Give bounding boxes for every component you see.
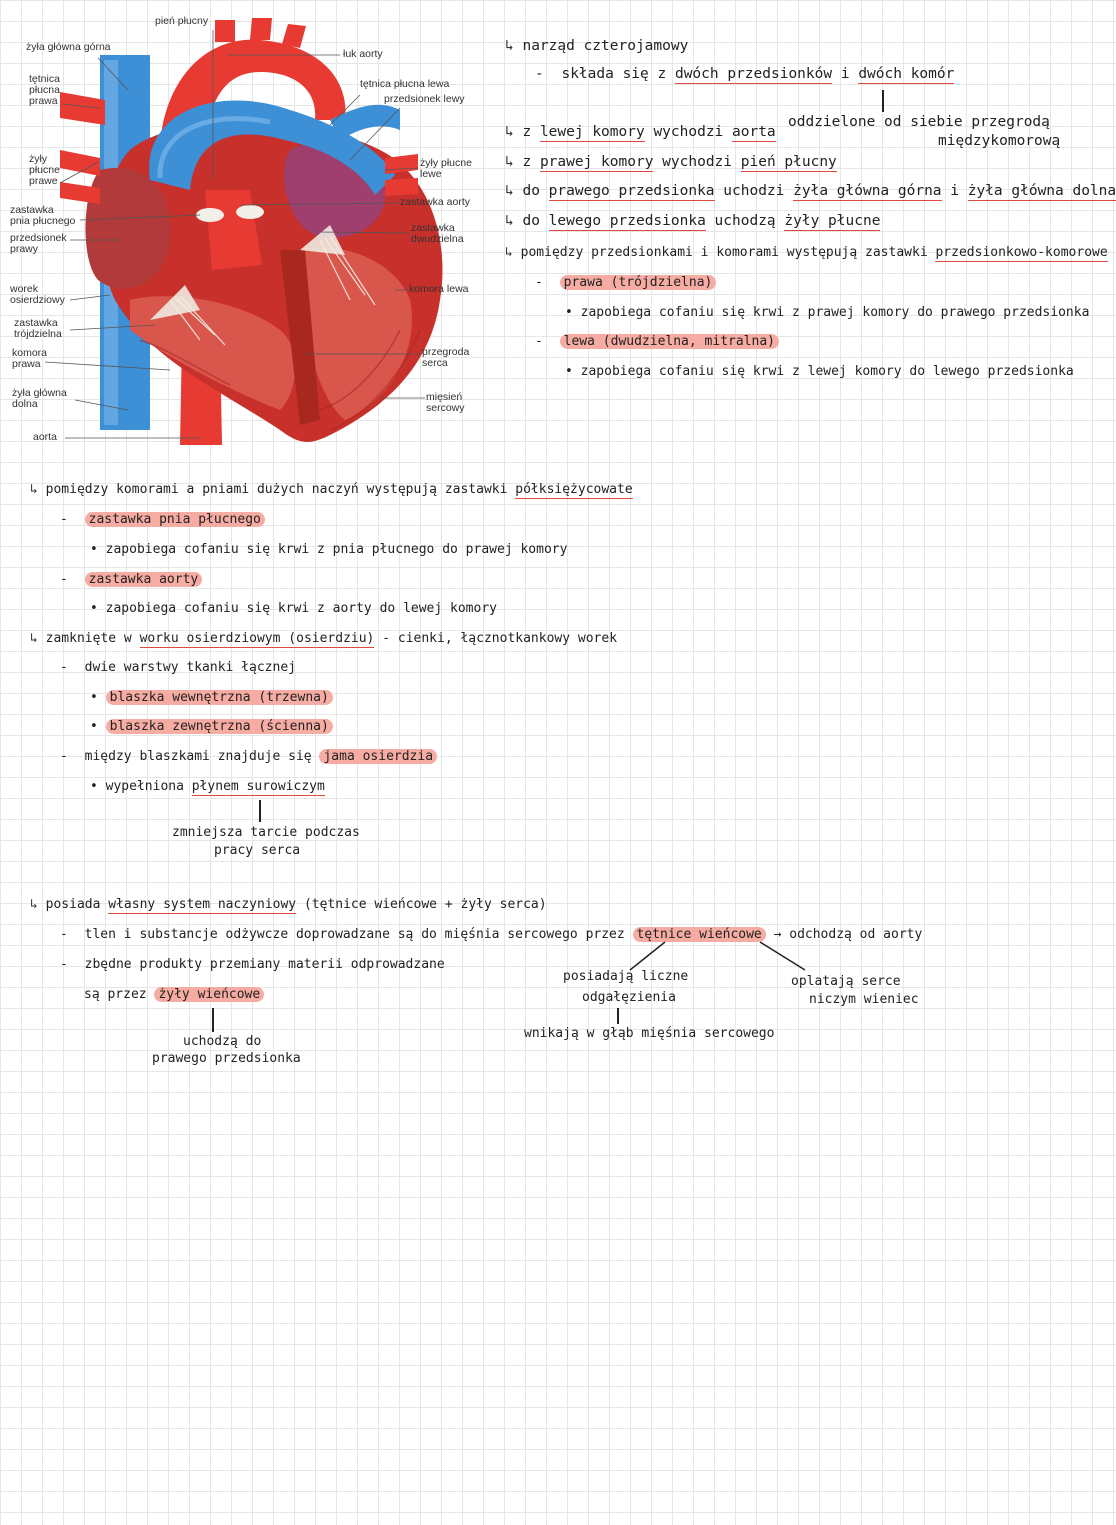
note-line-t5b: odgałęzienia bbox=[582, 990, 676, 1005]
note-line-1: ↳ narząd czterojamowy bbox=[505, 38, 689, 54]
label-pien-plucny: pień płucny bbox=[155, 15, 209, 27]
note-line-s8: • blaszka wewnętrzna (trzewna) bbox=[90, 688, 333, 708]
label-aorta: aorta bbox=[33, 431, 57, 443]
label-worek-osierdziowy: worek osierdziowy bbox=[10, 283, 65, 306]
label-zastawka-dwudzielna: zastawka dwudzielna bbox=[411, 222, 464, 245]
note-line-9: - prawa (trójdzielna) bbox=[535, 273, 716, 293]
note-line-s12a: zmniejsza tarcie podczas bbox=[172, 825, 360, 840]
label-zyly-plucne-prawe: żyły płucne prawe bbox=[29, 153, 60, 187]
note-line-t2: - tlen i substancje odżywcze doprowadzane są do mięśnia sercowego przez tętnice wieńcowe → odchodzą od aorty bbox=[60, 927, 923, 942]
connector-line bbox=[882, 90, 884, 112]
label-zyla-glowna-gorna: żyła główna górna bbox=[26, 41, 111, 53]
label-luk-aorty: łuk aorty bbox=[343, 48, 383, 60]
label-zastawka-trojdzielna: zastawka trójdzielna bbox=[14, 317, 62, 340]
note-line-t8a: uchodzą do bbox=[183, 1034, 262, 1049]
connector-line bbox=[259, 800, 261, 822]
connector-line bbox=[617, 1008, 619, 1024]
connector-line bbox=[212, 1008, 214, 1032]
note-line-11: - lewa (dwudzielna, mitralna) bbox=[535, 332, 779, 352]
note-line-t4: są przez żyły wieńcowe bbox=[84, 985, 264, 1005]
note-line-4: ↳ z lewej komory wychodzi aorta bbox=[505, 124, 776, 140]
note-line-s10: - między blaszkami znajduje się jama osierdzia bbox=[60, 747, 437, 767]
label-komora-prawa: komora prawa bbox=[12, 347, 48, 370]
note-line-t1: ↳ posiada własny system naczyniowy (tętnice wieńcowe + żyły serca) bbox=[30, 897, 547, 912]
note-line-s6: ↳ zamknięte w worku osierdziowym (osierdziu) - cienki, łącznotkankowy worek bbox=[30, 631, 618, 646]
note-line-s5: • zapobiega cofaniu się krwi z aorty do lewej komory bbox=[90, 601, 497, 616]
note-line-s4: - zastawka aorty bbox=[60, 570, 202, 590]
note-line-7: ↳ do lewego przedsionka uchodzą żyły płucne bbox=[505, 213, 881, 229]
label-zyla-glowna-dolna: żyła główna dolna bbox=[12, 387, 67, 410]
label-tetnica-plucna-lewa: tętnica płucna lewa bbox=[360, 78, 450, 90]
arrow-mark: ↳ bbox=[505, 38, 514, 54]
note-line-s3: • zapobiega cofaniu się krwi z pnia płucnego do prawej komory bbox=[90, 542, 568, 557]
label-przedsionek-lewy: przedsionek lewy bbox=[384, 93, 465, 105]
label-zastawka-pnia: zastawka pnia płucnego bbox=[10, 204, 76, 227]
note-line-t8b: prawego przedsionka bbox=[152, 1051, 301, 1066]
note-line-s2: - zastawka pnia płucnego bbox=[60, 510, 265, 530]
note-line-s9: • blaszka zewnętrzna (ścienna) bbox=[90, 717, 333, 737]
label-miesien-sercowy: mięsień sercowy bbox=[426, 391, 465, 414]
note-line-3b: międzykomorową bbox=[938, 133, 1061, 149]
label-zyly-plucne-lewe: żyły płucne lewe bbox=[420, 157, 472, 180]
note-line-s12b: pracy serca bbox=[214, 843, 301, 858]
label-tetnica-plucna-prawa: tętnica płucna prawa bbox=[29, 73, 60, 107]
label-przedsionek-prawy: przedsionek prawy bbox=[10, 232, 67, 255]
note-line-10: • zapobiega cofaniu się krwi z prawej komory do prawego przedsionka bbox=[565, 305, 1090, 320]
note-line-8: ↳ pomiędzy przedsionkami i komorami występują zastawki przedsionkowo-komorowe bbox=[505, 245, 1108, 260]
note-line-t6b: niczym wieniec bbox=[809, 992, 919, 1007]
label-komora-lewa: komora lewa bbox=[409, 283, 469, 295]
note-line-12: • zapobiega cofaniu się krwi z lewej komory do lewego przedsionka bbox=[565, 364, 1074, 379]
note-line-t7: wnikają w głąb mięśnia sercowego bbox=[524, 1026, 775, 1041]
note-line-s1: ↳ pomiędzy komorami a pniami dużych naczyń występują zastawki półksiężycowate bbox=[30, 482, 633, 497]
note-line-3a: oddzielone od siebie przegrodą bbox=[788, 114, 1050, 130]
note-line-5: ↳ z prawej komory wychodzi pień płucny bbox=[505, 154, 837, 170]
note-line-t6a: oplatają serce bbox=[791, 974, 901, 989]
note-line-2: - składa się z dwóch przedsionków i dwóch komór bbox=[535, 66, 955, 82]
note-line-s11: • wypełniona płynem surowiczym bbox=[90, 779, 325, 794]
note-line-s7: - dwie warstwy tkanki łącznej bbox=[60, 660, 296, 675]
label-przegroda-serca: przegroda serca bbox=[422, 346, 470, 369]
note-line-t5a: posiadają liczne bbox=[563, 969, 689, 984]
note-line-t3: - zbędne produkty przemiany materii odprowadzane bbox=[60, 957, 445, 972]
note-line-6: ↳ do prawego przedsionka uchodzi żyła główna górna i żyła główna dolna bbox=[505, 183, 1116, 199]
label-zastawka-aorty: zastawka aorty bbox=[400, 196, 471, 208]
